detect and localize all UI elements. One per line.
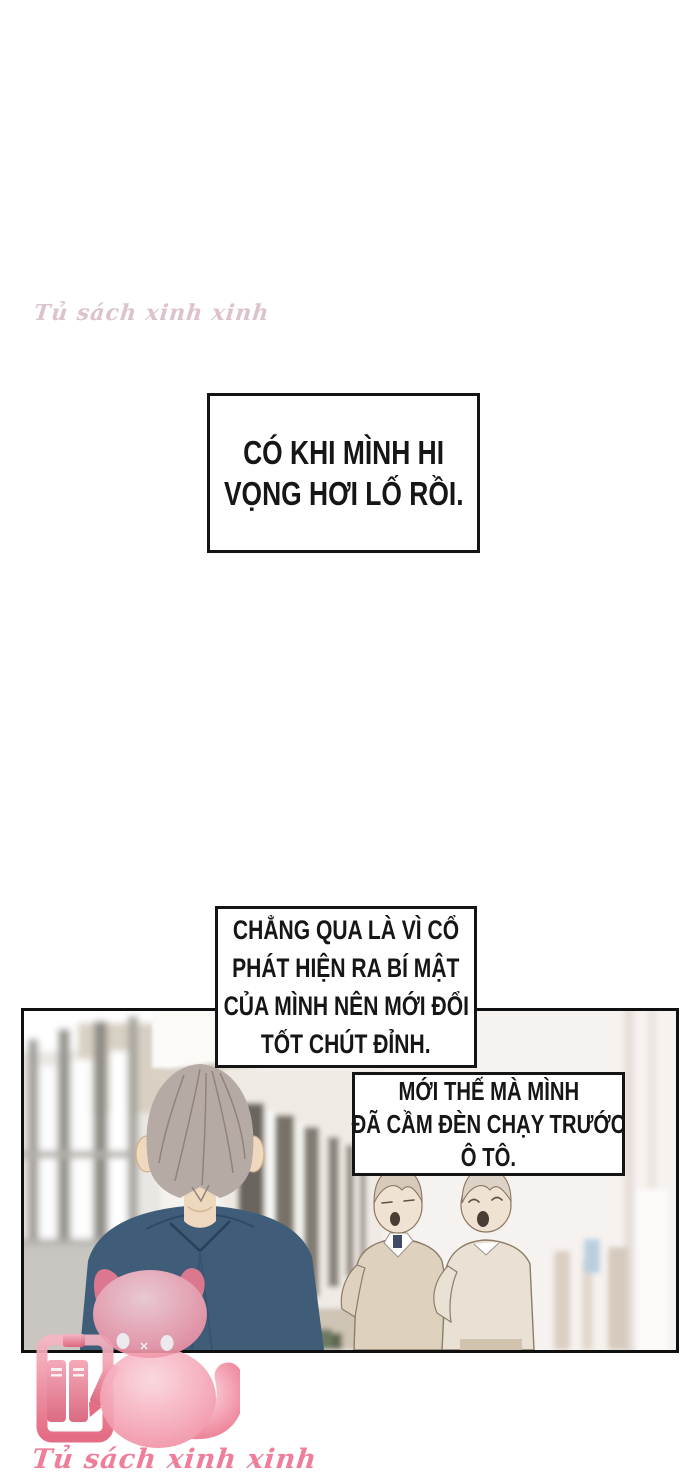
speech-line: CHẲNG QUA LÀ VÌ CỔ xyxy=(232,915,460,945)
speech-line: PHÁT HIỆN RA BÍ MẬT xyxy=(232,953,460,983)
book-spines xyxy=(47,1360,88,1422)
speech-box-2 xyxy=(215,906,477,1068)
cat-mascot-icon xyxy=(93,1268,230,1448)
speech-box-1 xyxy=(207,393,480,553)
watermark-text-top: Tủ sách xinh xinh xyxy=(32,300,271,326)
speech-line: CỦA MÌNH NÊN MỚI ĐỔI xyxy=(223,991,469,1021)
watermark-text-bottom: Tủ sách xinh xinh xyxy=(30,1444,319,1475)
speech-line: TỐT CHÚT ĐỈNH. xyxy=(261,1029,431,1059)
speech-line: Ô TÔ. xyxy=(460,1141,517,1172)
speech-line: VỌNG HƠI LỐ RỒI. xyxy=(223,475,464,512)
speech-box-3 xyxy=(352,1072,625,1176)
speech-line: CÓ KHI MÌNH HI xyxy=(243,434,444,471)
speech-line: ĐÃ CẦM ĐÈN CHẠY TRƯỚC xyxy=(351,1108,626,1139)
speech-line: MỚI THẾ MÀ MÌNH xyxy=(398,1075,579,1106)
publisher-logo xyxy=(30,1262,240,1452)
